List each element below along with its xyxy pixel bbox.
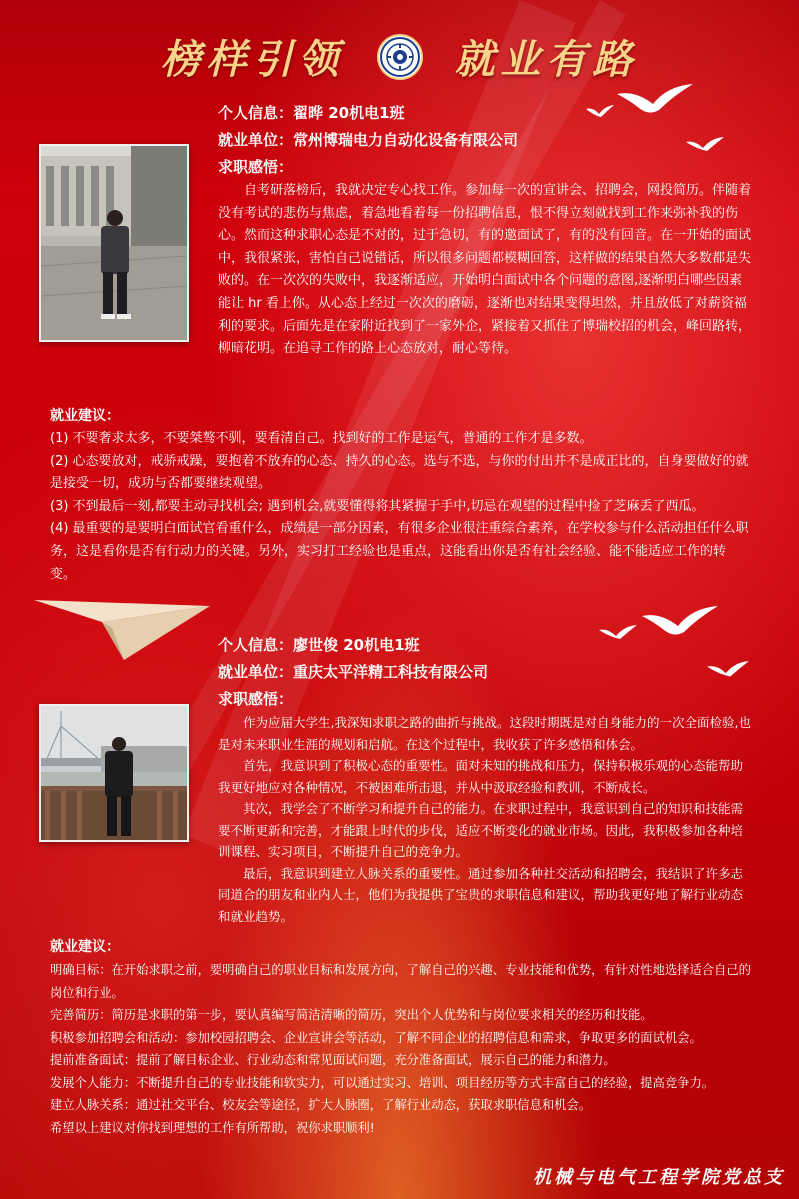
paper-plane-icon <box>32 596 212 662</box>
school-emblem-icon <box>379 36 421 78</box>
advice-heading: 就业建议： <box>50 408 120 424</box>
profile-info <box>218 634 488 711</box>
personal-info: 个人信息：廖世俊 20机电1班 <box>218 636 420 654</box>
advice-list <box>50 428 750 586</box>
advice-item: (3) 不到最后一刻,都要主动寻找机会; 遇到机会,就要懂得将其紧握于手中,切忌在观望的过程中捡了芝麻丢了西瓜。 <box>50 498 705 514</box>
feelings-label: 求职感悟： <box>218 690 294 708</box>
advice-item: 完善简历：简历是求职的第一步，要认真编写简洁清晰的简历，突出个人优势和与岗位要求相关的经历和技能。 <box>50 1008 653 1022</box>
essay-paragraph: 自考研落榜后，我就决定专心找工作。参加每一次的宣讲会、招聘会，网投简历。伴随着没有考试的悲伤与焦虑，着急地看着每一份招聘信息，恨不得立刻就找到工作来弥补我的伤心。然而这种求职心态是不对的，过于急切，有的邀面试了，有的没有回音。在一开始的面试中，我很紧张，害怕自己说错话，所以很多问题都模糊回答，这样做的结果自然大多数都是失败的。在一次次的失败中，我逐渐适应，开始明白面试中各个问题的意图,逐渐明白哪些因素能让 hr 看上你。从心态上经过一次次的磨砺，逐渐也对结果变得坦然，并且放低了对薪资福利的要求。后面先是在家附近找到了一家外企，紧接着又抓住了博瑞校招的机会，峰回路转，柳暗花明。在追寻工作的路上心态放对，耐心等待。 <box>218 183 752 357</box>
job-search-essay <box>218 712 754 927</box>
advice-item: (1) 不要奢求太多，不要桀骜不驯，要看清自己。找到好的工作是运气，普通的工作才是多数。 <box>50 431 593 446</box>
page-title <box>0 28 799 85</box>
job-search-essay <box>218 180 754 361</box>
essay-paragraph: 作为应届大学生,我深知求职之路的曲折与挑战。这段时期既是对自身能力的一次全面检验,也是对未来职业生涯的规划和启航。在这个过程中，我收获了许多感悟和体会。 <box>218 715 751 752</box>
advice-item: (4) 最重要的是要明白面试官看重什么，成绩是一部分因素，有很多企业很注重综合素养，在学校参与什么活动担任什么职务，这是看你是否有行动力的关键。另外，实习打工经验也是重点，这能看出你是否有社会经验、能不能适应工作的转变。 <box>50 521 749 582</box>
bird-icon <box>585 104 615 120</box>
employer: 就业单位：重庆太平洋精工科技有限公司 <box>218 663 489 681</box>
essay-paragraph: 首先，我意识到了积极心态的重要性。面对未知的挑战和压力，保持积极乐观的心态能帮助我更好地应对各种情况，不被困难所击退，并从中汲取经验和教训，不断成长。 <box>218 758 744 795</box>
profile-info <box>218 102 518 179</box>
title-right: 就业有路 <box>454 36 639 83</box>
advice-item: 希望以上建议对你找到理想的工作有所帮助，祝你求职顺利! <box>50 1120 375 1135</box>
bird-icon <box>640 604 720 644</box>
bird-icon <box>598 624 638 644</box>
advice-item: 明确目标：在开始求职之前，要明确自己的职业目标和发展方向，了解自己的兴趣、专业技能和优势，有针对性地选择适合自己的岗位和行业。 <box>50 963 751 1000</box>
employer: 就业单位：常州博瑞电力自动化设备有限公司 <box>218 131 519 149</box>
essay-paragraph: 最后，我意识到建立人脉关系的重要性。通过参加各种社交活动和招聘会，我结识了许多志同道合的朋友和业内人士，他们为我提供了宝贵的求职信息和建议，帮助我更好地了解行业动态和就业趋势。 <box>218 865 744 924</box>
essay-paragraph: 其次，我学会了不断学习和提升自己的能力。在求职过程中，我意识到自己的知识和技能需要不断更新和完善，才能跟上时代的步伐，适应不断变化的就业市场。因此，我积极参加各种培训课程、实习项目，不断提升自己的竞争力。 <box>218 801 744 859</box>
bird-icon <box>705 660 751 682</box>
advice-list <box>50 959 756 1139</box>
bird-icon <box>615 82 695 122</box>
advice-item: 积极参加招聘会和活动：参加校园招聘会、企业宣讲会等活动，了解不同企业的招聘信息和需求，争取更多的面试机会。 <box>50 1030 702 1045</box>
personal-info: 个人信息：翟晔 20机电1班 <box>218 104 405 122</box>
advice-item: 发展个人能力：不断提升自己的专业技能和软实力，可以通过实习、培训、项目经历等方式丰富自己的经验，提高竞争力。 <box>50 1075 715 1090</box>
advice-item: 提前准备面试：提前了解目标企业、行业动态和常见面试问题，充分准备面试，展示自己的能力和潜力。 <box>50 1053 616 1067</box>
title-left: 榜样引领 <box>160 36 345 83</box>
feelings-label: 求职感悟： <box>218 158 294 176</box>
portrait-photo <box>39 144 189 342</box>
advice-heading: 就业建议： <box>50 939 120 955</box>
advice-item: 建立人脉关系：通过社交平台、校友会等途径，扩大人脉圈，了解行业动态，获取求职信息和机会。 <box>50 1098 592 1112</box>
portrait-photo <box>39 704 189 842</box>
footer-organization: 机械与电气工程学院党总支 <box>533 1167 785 1188</box>
advice-item: (2) 心态要放对，戒骄戒躁，要抱着不放弃的心态、持久的心态。选与不选，与你的付出并不是成正比的，自身要做好的就是接受一切，成功与否都要继续观望。 <box>50 453 749 492</box>
bird-icon <box>685 136 725 156</box>
